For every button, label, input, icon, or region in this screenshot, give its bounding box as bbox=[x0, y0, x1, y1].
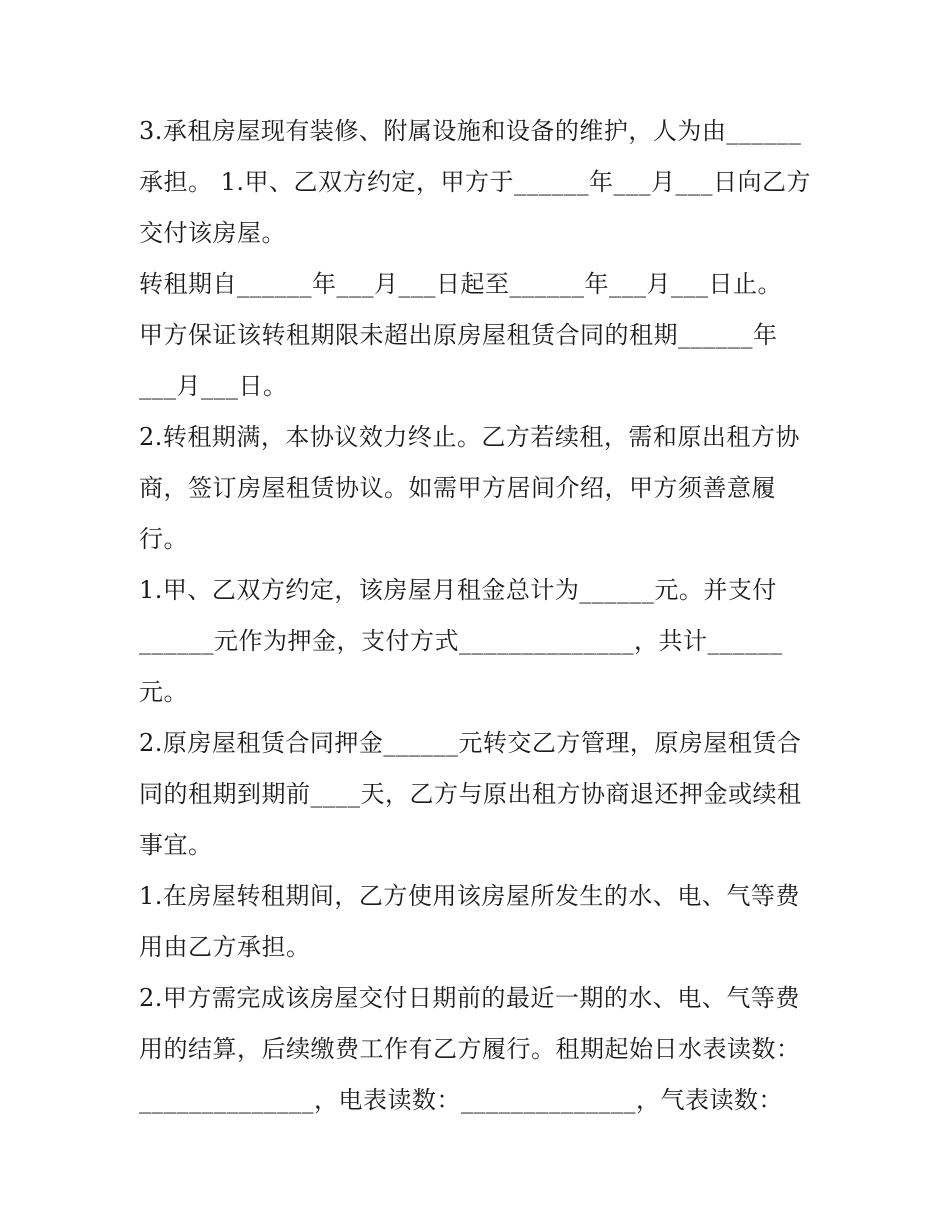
text-line: 交付该房屋。 bbox=[139, 219, 286, 247]
text-line: 同的租期到期前____天，乙方与原出租方协商退还押金或续租 bbox=[139, 780, 802, 808]
text-line: 3.承租房屋现有装修、附属设施和设备的维护，人为由______ bbox=[139, 117, 802, 145]
text-line: ___月___日。 bbox=[139, 372, 288, 400]
text-line: 事宜。 bbox=[139, 831, 213, 859]
text-line: 商，签订房屋租赁协议。如需甲方居间介绍，甲方须善意履 bbox=[139, 474, 776, 502]
text-line: ______元作为押金，支付方式______________，共计______ bbox=[139, 627, 783, 655]
text-line: 元。 bbox=[139, 678, 188, 706]
text-line: 转租期自______年___月___日起至______年___月___日止。 bbox=[139, 270, 782, 298]
text-line: 1.在房屋转租期间，乙方使用该房屋所发生的水、电、气等费 bbox=[139, 882, 800, 910]
text-line: 行。 bbox=[139, 525, 188, 553]
text-line: 承担。 1.甲、乙双方约定，甲方于______年___月___日向乙方 bbox=[139, 168, 812, 196]
text-line: 用由乙方承担。 bbox=[139, 933, 311, 961]
text-line: 2.原房屋租赁合同押金______元转交乙方管理，原房屋租赁合 bbox=[139, 729, 802, 757]
document-body bbox=[139, 106, 819, 1126]
text-line: 用的结算，后续缴费工作有乙方履行。租期起始日水表读数： bbox=[139, 1035, 801, 1063]
text-line: 1.甲、乙双方约定，该房屋月租金总计为______元。并支付 bbox=[139, 576, 777, 604]
text-line: 2.转租期满，本协议效力终止。乙方若续租，需和原出租方协 bbox=[139, 423, 800, 451]
text-line: 甲方保证该转租期限未超出原房屋租赁合同的租期______年 bbox=[139, 321, 778, 349]
text-line: ______________，电表读数：______________，气表读数： bbox=[139, 1086, 783, 1114]
text-line: 2.甲方需完成该房屋交付日期前的最近一期的水、电、气等费 bbox=[139, 984, 800, 1012]
